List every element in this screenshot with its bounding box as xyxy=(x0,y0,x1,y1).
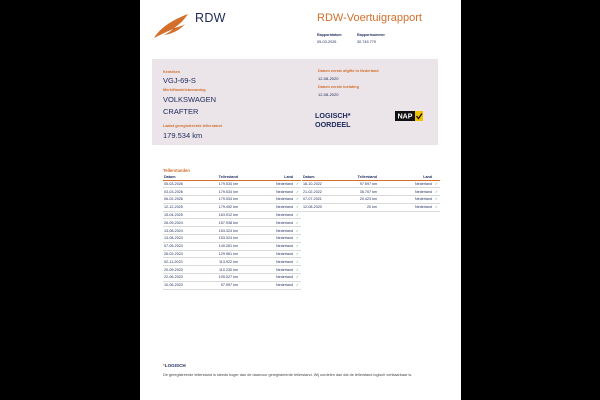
reading-date: 21-02-2022 xyxy=(302,188,348,196)
reading-country: Nederland xyxy=(239,203,294,211)
table-row xyxy=(163,235,301,243)
readings-title: Tellerstanden xyxy=(163,168,190,173)
date-column-header: Datum xyxy=(163,174,209,180)
reading-odometer: 97.997 km xyxy=(209,281,239,289)
check-icon: ✓ xyxy=(295,181,300,186)
table-row xyxy=(163,281,301,289)
reading-date: 07-07-2021 xyxy=(302,196,348,204)
table-row xyxy=(163,258,301,266)
report-number: 30.745.779 xyxy=(357,40,377,44)
reading-country: Nederland xyxy=(239,274,294,282)
check-icon: ✓ xyxy=(434,197,439,202)
reading-date: 05-03-2026 xyxy=(163,180,209,188)
footer-explanation: De geregistreerde tellerstand is steeds hoger dan de daarvoor geregistreerde tellerstand. Wij oordelen dan dat de tellerstand logisch verklaarbaar is. xyxy=(163,373,413,377)
reading-country: Nederland xyxy=(239,227,294,235)
table-row xyxy=(163,188,301,196)
reading-country: Nederland xyxy=(239,266,294,274)
reading-odometer: 179.492 km xyxy=(209,203,239,211)
last-reading-label: Laatst geregistreerde tellerstand xyxy=(163,124,222,128)
report-date: 05-03-2026 xyxy=(317,40,337,44)
table-row xyxy=(302,203,440,211)
reading-date: 06-02-2026 xyxy=(163,196,209,204)
reading-date: 22-06-2023 xyxy=(163,274,209,282)
reading-country: Nederland xyxy=(378,203,433,211)
check-icon: ✓ xyxy=(434,205,439,210)
verdict-line-1: LOGISCH* xyxy=(315,111,351,120)
table-row xyxy=(163,219,301,227)
reading-date: 03-03-2026 xyxy=(163,188,209,196)
odometer-column-header: Tellerstand xyxy=(209,174,239,180)
table-row xyxy=(163,274,301,282)
reading-date: 10-05-2023 xyxy=(163,281,209,289)
reading-date: 20-09-2023 xyxy=(163,266,209,274)
date-column-header: Datum xyxy=(302,174,348,180)
report-number-label: Rapportnummer xyxy=(357,33,385,37)
reading-odometer: 140.261 km xyxy=(209,242,239,250)
check-icon: ✓ xyxy=(295,228,300,233)
vehicle-report-page xyxy=(140,0,461,400)
check-icon: ✓ xyxy=(295,189,300,194)
plate-label: Kenteken xyxy=(163,70,181,74)
footer-title-text: LOGISCH xyxy=(164,363,186,368)
country-column-header: Land xyxy=(378,174,433,180)
nap-logo-icon xyxy=(395,111,423,121)
reading-odometer: 129.961 km xyxy=(209,250,239,258)
reading-country: Nederland xyxy=(239,196,294,204)
reading-country: Nederland xyxy=(378,196,433,204)
reading-odometer: 20 km xyxy=(348,203,378,211)
reading-date: 02-11-2023 xyxy=(163,258,209,266)
check-icon: ✓ xyxy=(295,283,300,288)
table-row xyxy=(302,180,440,188)
reading-date: 12-08-2020 xyxy=(302,203,348,211)
reading-country: Nederland xyxy=(239,180,294,188)
reading-odometer: 153.324 km xyxy=(209,227,239,235)
verdict xyxy=(315,111,375,129)
nap-logo-text: NAP xyxy=(397,113,413,121)
first-registration-nl-label: Datum eerste afgifte in Nederland xyxy=(318,69,379,73)
make-label: Merk/Handelsbenaming xyxy=(163,88,206,92)
readings-table-right xyxy=(302,174,440,212)
table-row xyxy=(163,266,301,274)
rdw-logo-icon xyxy=(152,12,190,40)
reading-date: 18-10-2022 xyxy=(302,180,348,188)
reading-odometer: 179.534 km xyxy=(209,180,239,188)
check-icon: ✓ xyxy=(295,244,300,249)
reading-odometer: 20.423 km xyxy=(348,196,378,204)
check-icon: ✓ xyxy=(295,236,300,241)
brand-name: RDW xyxy=(195,11,226,25)
reading-country: Nederland xyxy=(239,188,294,196)
reading-odometer: 179.534 km xyxy=(209,196,239,204)
model-value: CRAFTER xyxy=(163,107,199,116)
reading-date: 13-08-2024 xyxy=(163,235,209,243)
reading-country: Nederland xyxy=(239,258,294,266)
first-registration-nl-value: 12-08-2020 xyxy=(318,76,339,81)
footer-title xyxy=(163,363,186,368)
table-row xyxy=(302,188,440,196)
reading-country: Nederland xyxy=(239,281,294,289)
check-icon: ✓ xyxy=(434,181,439,186)
reading-country: Nederland xyxy=(378,180,433,188)
reading-country: Nederland xyxy=(239,250,294,258)
plate-value: VGJ-69-S xyxy=(163,76,196,85)
table-row xyxy=(302,196,440,204)
verdict-line-2: OORDEEL xyxy=(315,120,351,129)
reading-odometer: 110.230 km xyxy=(209,266,239,274)
check-icon: ✓ xyxy=(295,205,300,210)
footer-asterisk: * xyxy=(163,363,165,368)
check-icon: ✓ xyxy=(434,189,439,194)
report-date-label: Rapportdatum xyxy=(317,33,342,37)
reading-country: Nederland xyxy=(239,219,294,227)
check-icon: ✓ xyxy=(295,220,300,225)
reading-date: 13-08-2024 xyxy=(163,227,209,235)
check-icon: ✓ xyxy=(295,259,300,264)
reading-date: 26-09-2024 xyxy=(163,219,209,227)
reading-country: Nederland xyxy=(239,211,294,219)
report-title: RDW-Voertuigrapport xyxy=(317,12,422,24)
odometer-column-header: Tellerstand xyxy=(348,174,378,180)
make-value: VOLKSWAGEN xyxy=(163,95,217,104)
vehicle-summary-panel xyxy=(152,59,438,145)
reading-date: 07-05-2024 xyxy=(163,242,209,250)
reading-odometer: 153.324 km xyxy=(209,235,239,243)
table-row xyxy=(163,180,301,188)
reading-date: 12-12-2025 xyxy=(163,203,209,211)
table-row xyxy=(163,227,301,235)
readings-table-left xyxy=(163,174,301,290)
reading-date: 26-02-2024 xyxy=(163,250,209,258)
country-column-header: Land xyxy=(239,174,294,180)
table-row xyxy=(163,211,301,219)
first-admission-value: 12-08-2020 xyxy=(318,92,339,97)
reading-odometer: 113.922 km xyxy=(209,258,239,266)
table-row xyxy=(163,203,301,211)
reading-country: Nederland xyxy=(239,235,294,243)
check-icon: ✓ xyxy=(295,275,300,280)
reading-odometer: 105.027 km xyxy=(209,274,239,282)
reading-odometer: 36.707 km xyxy=(348,188,378,196)
reading-odometer: 179.534 km xyxy=(209,188,239,196)
reading-country: Nederland xyxy=(239,242,294,250)
check-icon: ✓ xyxy=(295,252,300,257)
table-row xyxy=(163,242,301,250)
reading-date: 15-04-2025 xyxy=(163,211,209,219)
check-icon: ✓ xyxy=(295,213,300,218)
table-row xyxy=(163,196,301,204)
reading-country: Nederland xyxy=(378,188,433,196)
reading-odometer: 157.938 km xyxy=(209,219,239,227)
table-row xyxy=(163,250,301,258)
reading-odometer: 97.597 km xyxy=(348,180,378,188)
reading-odometer: 163.912 km xyxy=(209,211,239,219)
first-admission-label: Datum eerste toelating xyxy=(318,85,359,89)
check-icon: ✓ xyxy=(295,267,300,272)
check-icon: ✓ xyxy=(295,197,300,202)
last-reading-value: 179.534 km xyxy=(163,131,203,140)
